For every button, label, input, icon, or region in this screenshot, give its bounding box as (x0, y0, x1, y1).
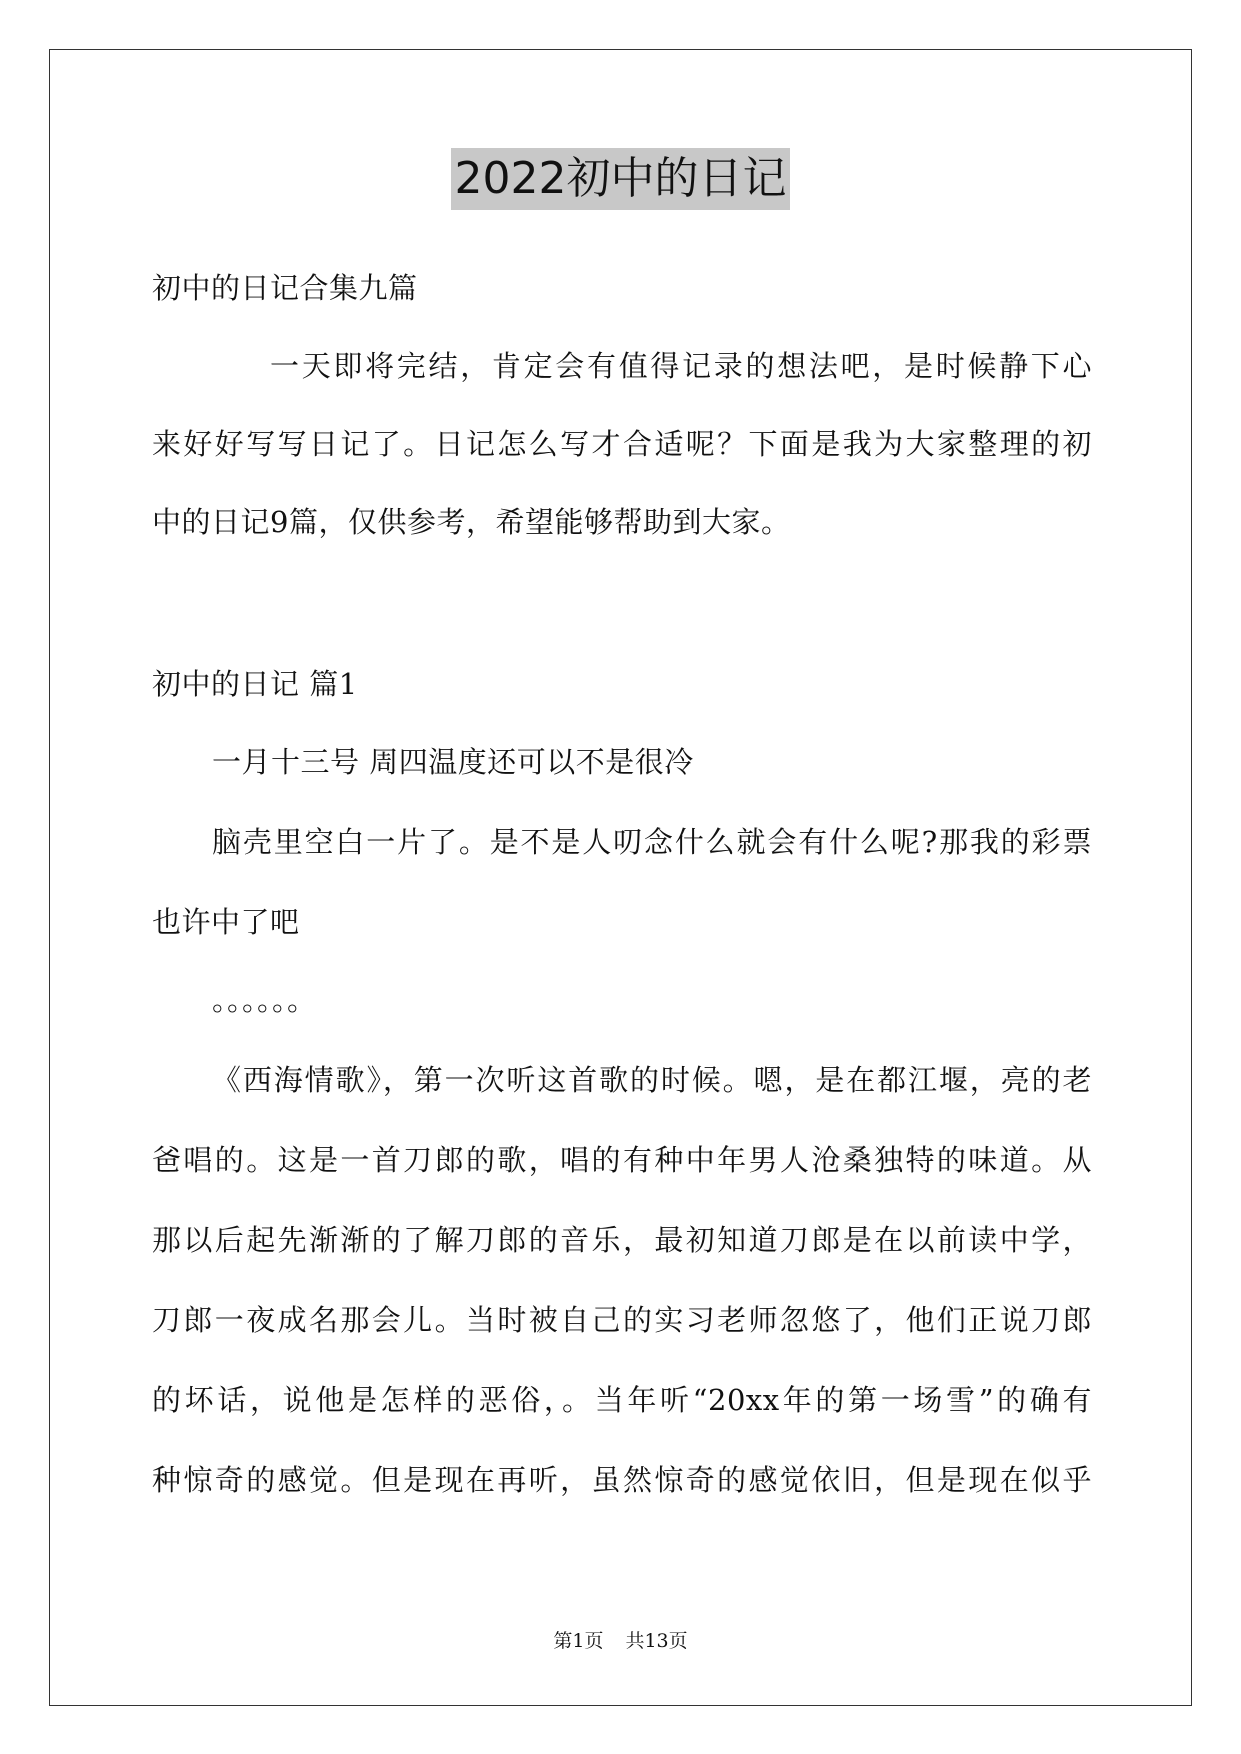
paragraph2-line-5: 的坏话，说他是怎样的恶俗，。当年听“20xx年的第一场雪”的确有 (152, 1383, 1092, 1417)
document-title: 2022初中的日记 (451, 148, 791, 210)
entry-date-line: 一月十三号 周四温度还可以不是很冷 (212, 745, 694, 779)
paragraph2-line-4: 刀郎一夜成名那会儿。当时被自己的实习老师忽悠了，他们正说刀郎 (152, 1303, 1092, 1337)
paragraph1-line-2: 也许中了吧 (152, 905, 300, 939)
total-page-count: 共13页 (625, 1630, 688, 1652)
intro-line-1: 一天即将完结，肯定会有值得记录的想法吧，是时候静下心 (270, 349, 1092, 383)
document-subtitle: 初中的日记合集九篇 (152, 271, 418, 305)
current-page-number: 第1页 (553, 1630, 604, 1652)
dots-line: 。。。。。。 (212, 983, 317, 1017)
intro-line-2: 来好好写写日记了。日记怎么写才合适呢？下面是我为大家整理的初 (152, 427, 1092, 461)
paragraph2-line-2: 爸唱的。这是一首刀郎的歌，唱的有种中年男人沧桑独特的味道。从 (152, 1143, 1092, 1177)
page-footer (0, 1626, 1241, 1653)
section-heading: 初中的日记 篇1 (152, 667, 358, 701)
paragraph1-line-1: 脑壳里空白一片了。是不是人叨念什么就会有什么呢?那我的彩票 (212, 825, 1092, 859)
intro-line-3: 中的日记9篇，仅供参考，希望能够帮助到大家。 (152, 505, 791, 539)
paragraph2-line-3: 那以后起先渐渐的了解刀郎的音乐，最初知道刀郎是在以前读中学， (152, 1223, 1092, 1257)
paragraph2-line-1: 《西海情歌》，第一次听这首歌的时候。嗯，是在都江堰，亮的老 (212, 1063, 1092, 1097)
title-container (0, 148, 1241, 210)
paragraph2-line-6: 种惊奇的感觉。但是现在再听，虽然惊奇的感觉依旧，但是现在似乎 (152, 1463, 1092, 1497)
